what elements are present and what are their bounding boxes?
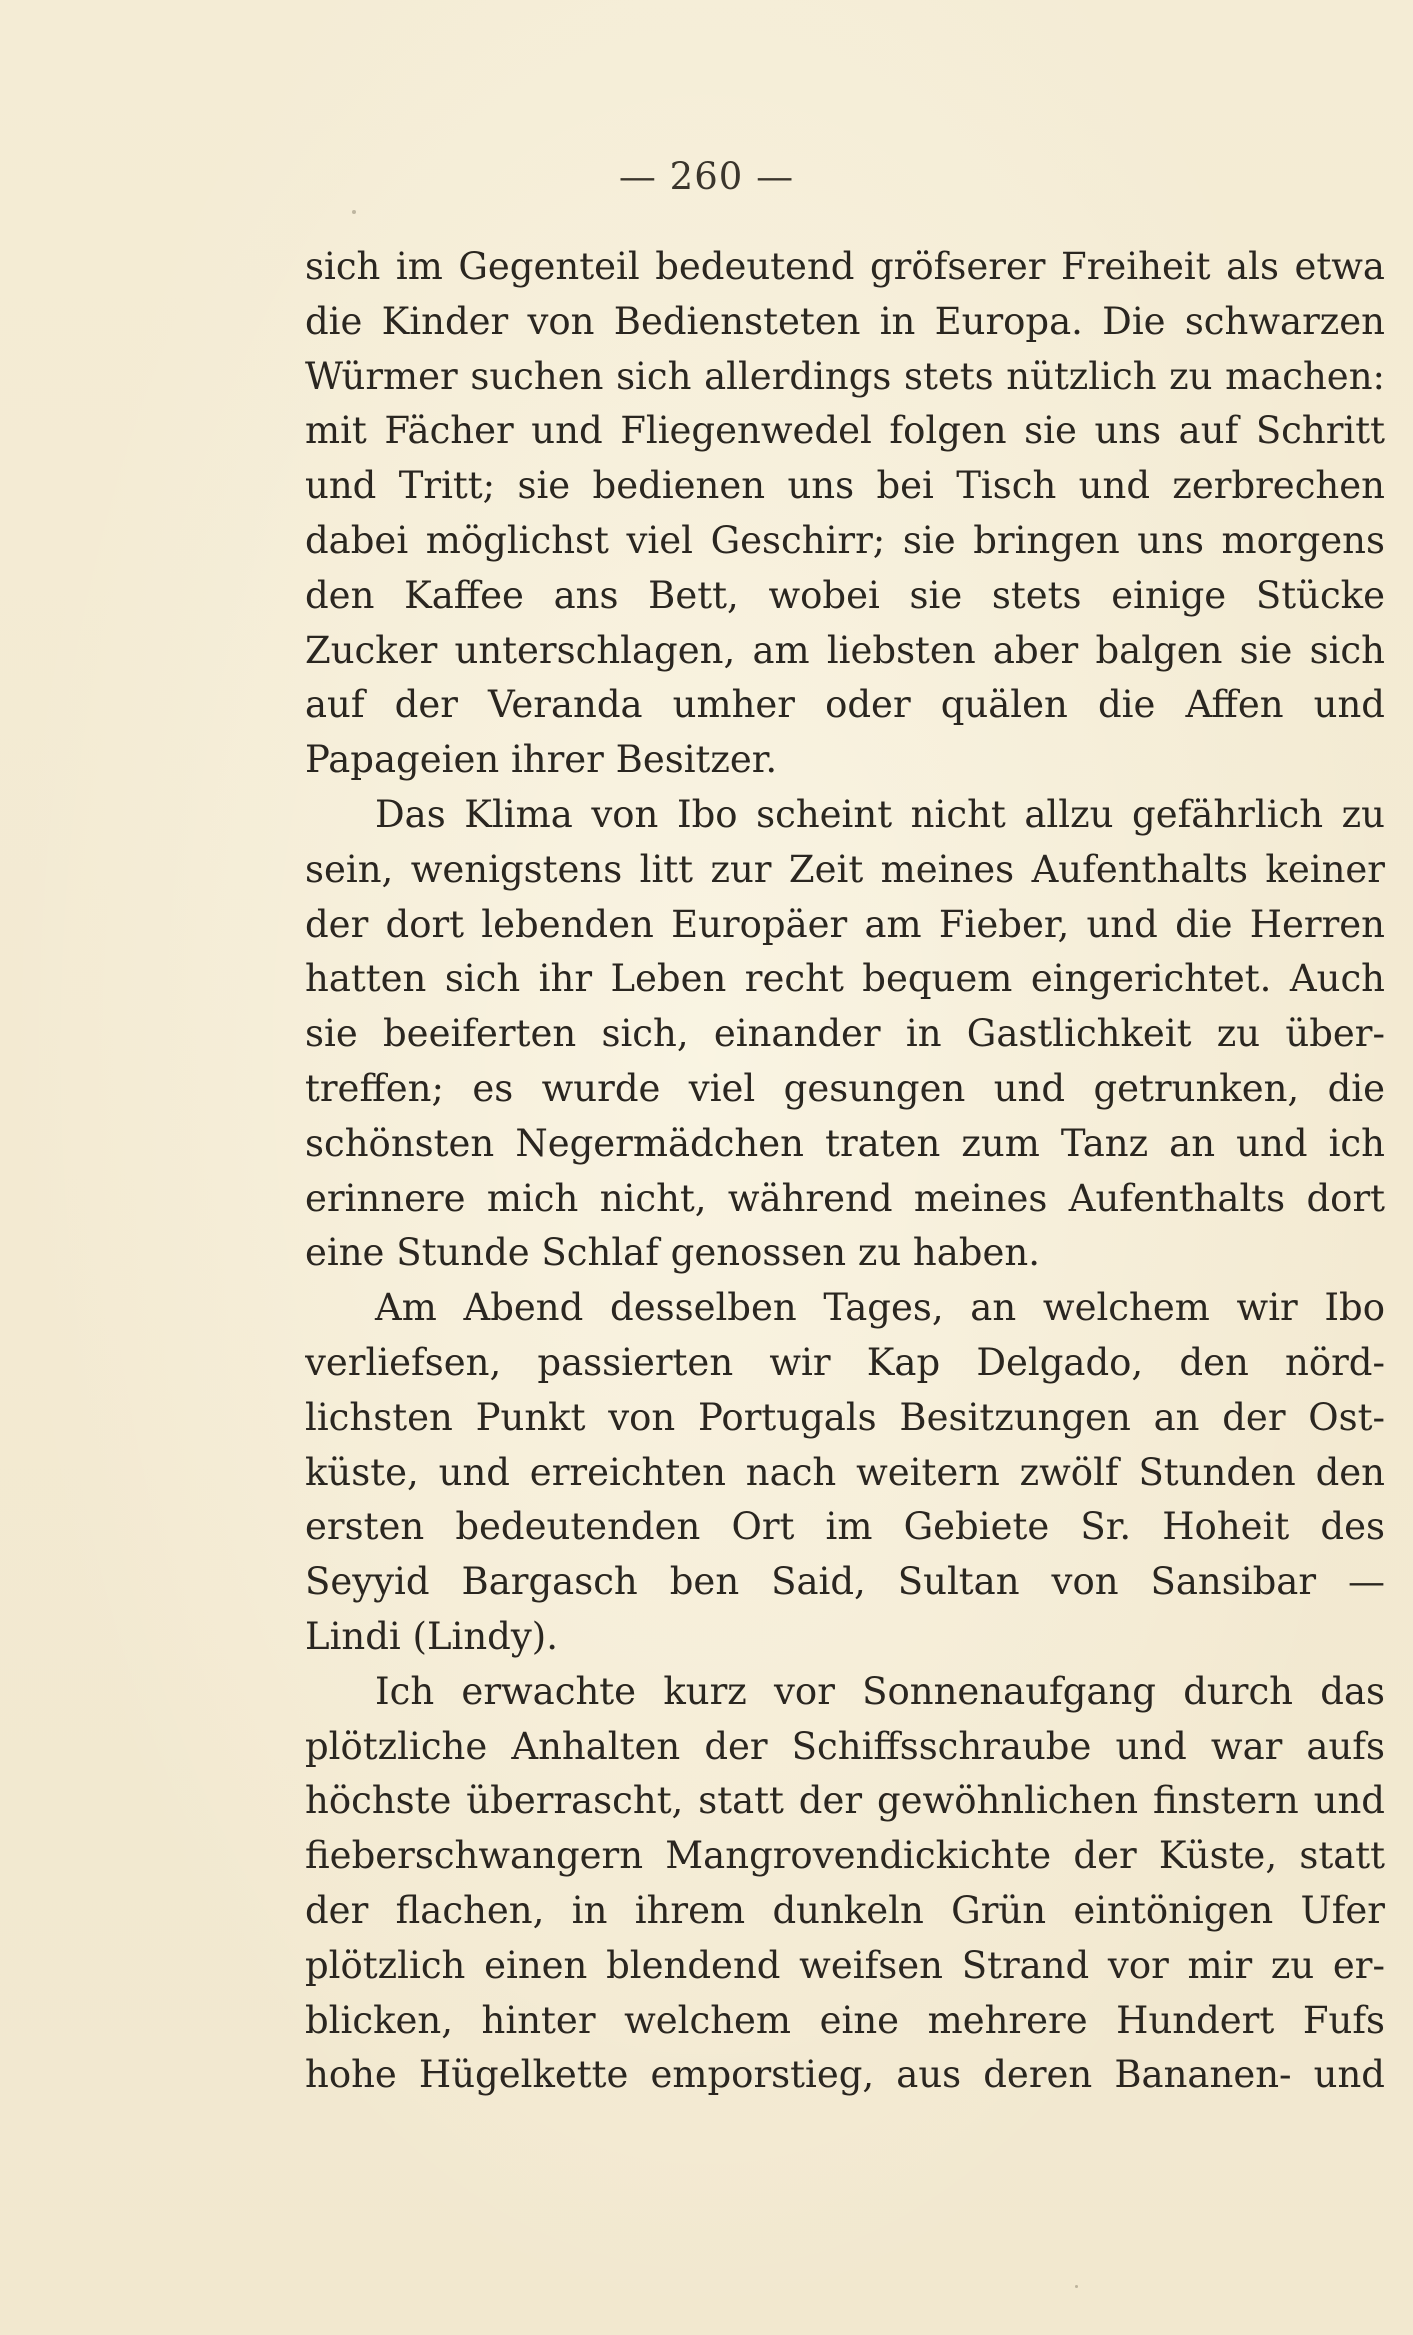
text-line: Lindi (Lindy). [305,1614,558,1658]
text-line: der flachen, in ihrem dunkeln Grün eintönigen Ufer [305,1888,1385,1932]
text-line: der dort lebenden Europäer am Fieber, und die Herren [305,902,1385,946]
text-line: verliefsen, passierten wir Kap Delgado, den nörd- [305,1340,1385,1384]
text-line: erinnere mich nicht, während meines Aufenthalts dort [305,1176,1385,1220]
text-line: die Kinder von Bediensteten in Europa. Die schwarzen [305,299,1385,343]
text-line: sie beeiferten sich, einander in Gastlichkeit zu über- [305,1012,1385,1056]
text-line: hatten sich ihr Leben recht bequem eingerichtet. Auch [305,957,1385,1001]
paper-speck [1075,2285,1078,2288]
text-line: hohe Hügelkette emporstieg, aus deren Bananen- und [305,2053,1385,2097]
text-line: dabei möglichst viel Geschirr; sie bringen uns morgens [305,518,1385,562]
text-line: Am Abend desselben Tages, an welchem wir Ibo [375,1286,1385,1330]
text-line: eine Stunde Schlaf genossen zu haben. [305,1231,1040,1275]
body-text [305,240,1385,2103]
text-line: Zucker unterschlagen, am liebsten aber balgen sie sich [305,628,1385,672]
text-line: höchste überrascht, statt der gewöhnlichen finstern und [305,1779,1385,1823]
text-line: plötzliche Anhalten der Schiffsschraube und war aufs [305,1724,1385,1768]
text-line: küste, und erreichten nach weitern zwölf Stunden den [305,1450,1385,1494]
text-line: sich im Gegenteil bedeutend gröfserer Freiheit als etwa [305,245,1385,288]
text-line: fieberschwangern Mangrovendickichte der Küste, statt [305,1834,1385,1878]
page-number: — 260 — [618,155,795,198]
text-line: plötzlich einen blendend weifsen Strand vor mir zu er- [305,1943,1385,1987]
text-line: mit Fächer und Fliegenwedel folgen sie uns auf Schritt [305,409,1385,453]
text-line: Ich erwachte kurz vor Sonnenaufgang durch das [375,1669,1385,1713]
text-line: treffen; es wurde viel gesungen und getrunken, die [305,1066,1385,1110]
text-line: blicken, hinter welchem eine mehrere Hundert Fufs [305,1998,1385,2042]
text-line: ersten bedeutenden Ort im Gebiete Sr. Hoheit des [305,1505,1385,1549]
text-line: auf der Veranda umher oder quälen die Affen und [305,683,1385,727]
text-line: Seyyid Bargasch ben Said, Sultan von Sansibar — [305,1560,1385,1604]
text-line: den Kaffee ans Bett, wobei sie stets einige Stücke [305,573,1385,617]
text-line: Das Klima von Ibo scheint nicht allzu gefährlich zu [375,792,1385,836]
text-line: Würmer suchen sich allerdings stets nützlich zu machen: [305,354,1385,398]
paper-speck [352,210,356,214]
text-line: sein, wenigstens litt zur Zeit meines Aufenthalts keiner [305,847,1385,891]
text-line: lichsten Punkt von Portugals Besitzungen an der Ost- [305,1395,1385,1439]
text-line: Papageien ihrer Besitzer. [305,738,778,782]
text-line: und Tritt; sie bedienen uns bei Tisch und zerbrechen [305,464,1385,508]
text-line: schönsten Negermädchen traten zum Tanz an und ich [305,1121,1385,1165]
